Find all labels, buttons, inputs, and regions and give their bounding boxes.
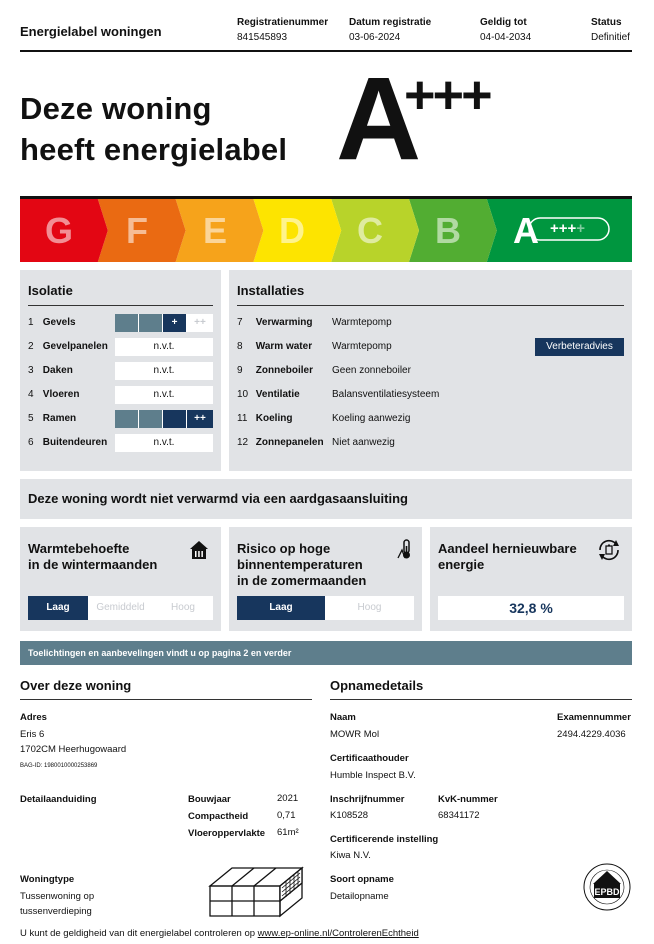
woning-section-title: Over deze woning — [20, 678, 132, 693]
registration-date: Datum registratie 03-06-2024 — [349, 17, 432, 43]
risico-laag: Laag — [237, 596, 325, 620]
installatie-value-zonneboiler: Geen zonneboiler — [332, 365, 411, 376]
compactheid-value: 0,71 — [277, 810, 296, 821]
risico-hoog: Hoog — [357, 602, 382, 613]
scale-letter-e: E — [202, 210, 227, 251]
scale-letter-d: D — [279, 210, 305, 251]
verbeteradvies-button[interactable]: Verbeteradvies — [535, 338, 624, 356]
instelling-label: Certificerende instelling — [330, 834, 439, 845]
hernieuwbaar-title: Aandeel hernieuwbare energie — [438, 541, 577, 572]
header-divider — [20, 50, 632, 52]
certificaathouder-value: Humble Inspect B.V. — [330, 770, 416, 781]
opname-section-title: Opnamedetails — [330, 678, 424, 693]
bag-id: BAG-ID: 1980010000253869 — [20, 763, 98, 769]
hero-title: Deze woning heeft energielabel — [20, 91, 288, 167]
warmtebehoefte-laag: Laag — [28, 596, 88, 620]
certificaathouder-label: Certificaathouder — [330, 753, 409, 764]
scale-letter-b: B — [435, 210, 461, 251]
explanation-banner: Toelichtingen en aanbevelingen vindt u op pagina 2 en verder — [20, 641, 632, 665]
installatie-item-zonneboiler: 9 Zonneboiler — [237, 365, 314, 376]
bouwjaar-value: 2021 — [277, 793, 299, 804]
isolatie-item-gevelpanelen: 2 Gevelpanelen — [28, 341, 108, 352]
soort-opname-value: Detailopname — [330, 891, 389, 902]
inschrijfnummer-value: K108528 — [330, 810, 369, 821]
vloeroppervlakte-label: Vloeroppervlakte — [188, 828, 266, 839]
scale-letter-c: C — [357, 210, 383, 251]
isolatie-title: Isolatie — [28, 283, 73, 298]
soort-opname-label: Soort opname — [330, 874, 394, 885]
bouwjaar-label: Bouwjaar — [188, 794, 231, 805]
naam-value: MOWR Mol — [330, 729, 380, 740]
isolatie-item-buitendeuren: 6 Buitendeuren — [28, 437, 108, 448]
svg-text:EPBD: EPBD — [594, 887, 620, 897]
examennummer-label: Examennummer — [557, 712, 631, 723]
installatie-item-zonnepanelen: 12 Zonnepanelen — [237, 437, 324, 448]
installatie-value-zonnepanelen: Niet aanwezig — [332, 437, 395, 448]
warmtebehoefte-title: Warmtebehoefte in de wintermaanden — [28, 541, 158, 572]
label-status: Status Definitief — [591, 17, 630, 43]
scale-letter-f: F — [126, 210, 148, 251]
isolatie-value-buitendeuren: n.v.t. — [115, 434, 213, 452]
kvk-label: KvK-nummer — [438, 794, 498, 805]
warmtebehoefte-scale — [28, 596, 213, 620]
footer: U kunt de geldigheid van dit energielabel controleren op www.ep-online.nl/ControlerenEchtheid — [20, 928, 419, 939]
woningtype-line1: Tussenwoning op — [20, 891, 95, 902]
installatie-value-verwarming: Warmtepomp — [332, 317, 392, 328]
building-diagram-icon — [202, 862, 312, 920]
isolatie-rating-gevels: + ++ — [115, 314, 213, 332]
warmtebehoefte-gemiddeld: Gemiddeld — [96, 602, 145, 613]
isolatie-rating-ramen: ++ — [115, 410, 213, 428]
valid-until: Geldig tot 04-04-2034 — [480, 17, 532, 43]
renewable-energy-icon — [596, 537, 622, 563]
isolatie-item-vloeren: 4 Vloeren — [28, 389, 80, 400]
isolatie-value-gevelpanelen: n.v.t. — [115, 338, 213, 356]
woningtype-label: Woningtype — [20, 874, 75, 885]
installatie-value-koeling: Koeling aanwezig — [332, 413, 411, 424]
registration-number: Registratienummer 841545893 — [237, 17, 329, 43]
gas-statement: Deze woning wordt niet verwarmd via een aardgasaansluiting — [28, 491, 408, 506]
woning-divider — [20, 699, 312, 700]
kvk-value: 68341172 — [438, 810, 480, 821]
isolatie-value-daken: n.v.t. — [115, 362, 213, 380]
warmtebehoefte-hoog: Hoog — [171, 602, 195, 613]
installatie-item-warm-water: 8 Warm water — [237, 341, 313, 352]
adres-label: Adres — [20, 712, 47, 723]
hero-label-plus: +++ — [404, 65, 490, 125]
adres-street: Eris 6 — [20, 729, 45, 740]
instelling-value: Kiwa N.V. — [330, 850, 371, 861]
installaties-title: Installaties — [237, 283, 305, 298]
risico-title: Risico op hoge binnentemperaturen in de zomermaanden — [237, 541, 367, 588]
installatie-item-koeling: 11 Koeling — [237, 413, 293, 424]
naam-label: Naam — [330, 712, 356, 723]
compactheid-label: Compactheid — [188, 811, 249, 822]
epbd-logo — [582, 862, 632, 912]
isolatie-item-daken: 3 Daken — [28, 365, 73, 376]
hero-label-letter: A — [336, 53, 420, 185]
examennummer-value: 2494.4229.4036 — [557, 729, 626, 740]
vloeroppervlakte-value: 61m² — [277, 827, 299, 838]
detailaanduiding-label: Detailaanduiding — [20, 794, 97, 805]
installaties-divider — [237, 305, 624, 306]
installatie-item-ventilatie: 10 Ventilatie — [237, 389, 300, 400]
inschrijfnummer-label: Inschrijfnummer — [330, 794, 405, 805]
hernieuwbaar-value: 32,8 % — [438, 596, 624, 620]
scale-active-plus: ++++ — [550, 220, 586, 237]
scale-letter-a-active: A — [513, 210, 539, 251]
risico-scale — [237, 596, 414, 620]
installatie-item-verwarming: 7 Verwarming — [237, 317, 313, 328]
installatie-value-warm-water: Warmtepomp — [332, 341, 392, 352]
isolatie-item-gevels: 1 Gevels — [28, 317, 76, 328]
energy-scale — [20, 196, 632, 262]
verification-link[interactable]: www.ep-online.nl/ControlerenEchtheid — [257, 928, 419, 939]
woningtype-line2: tussenverdieping — [20, 906, 92, 917]
thermometer-icon — [397, 538, 417, 560]
installatie-value-ventilatie: Balansventilatiesysteem — [332, 389, 440, 400]
document-title: Energielabel woningen — [20, 24, 162, 39]
isolatie-item-ramen: 5 Ramen — [28, 413, 77, 424]
scale-letter-g: G — [44, 210, 73, 251]
isolatie-value-vloeren: n.v.t. — [115, 386, 213, 404]
adres-city: 1702CM Heerhugowaard — [20, 744, 127, 755]
opname-divider — [330, 699, 632, 700]
house-heat-icon — [189, 540, 209, 560]
isolatie-divider — [28, 305, 213, 306]
